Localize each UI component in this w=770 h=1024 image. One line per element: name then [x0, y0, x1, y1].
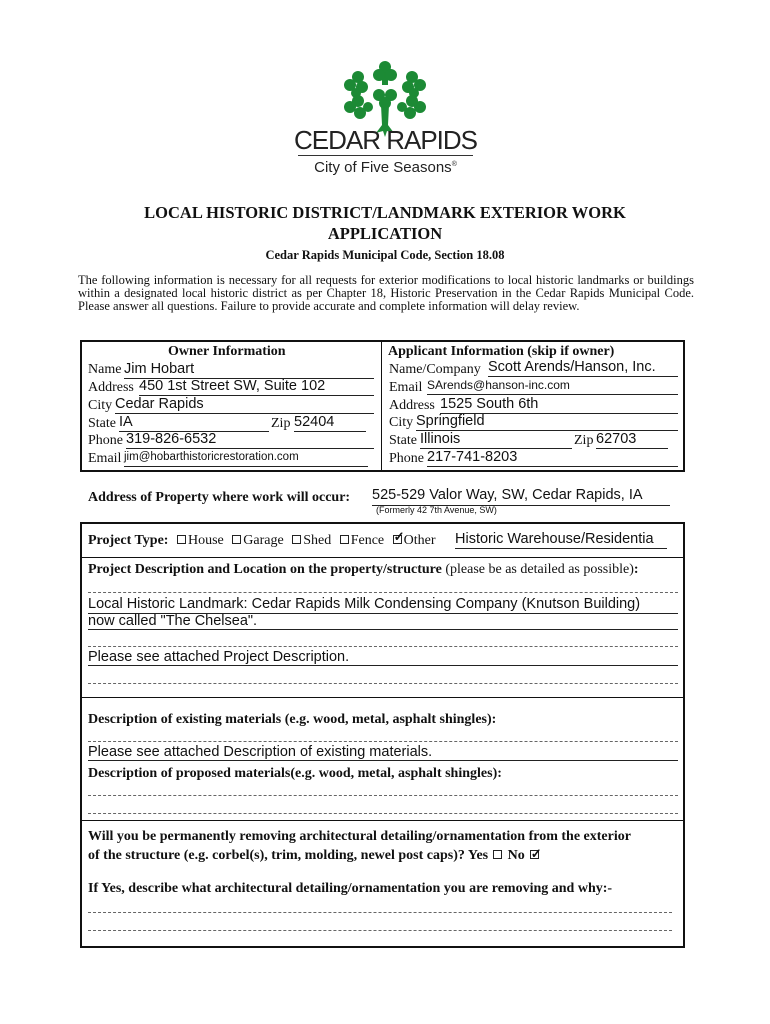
applicant-phone-field[interactable]: 217-741-8203 [427, 449, 678, 467]
other-label: Other [403, 533, 436, 548]
owner-name-field[interactable]: Jim Hobart [124, 361, 374, 379]
owner-city-field[interactable]: Cedar Rapids [115, 396, 374, 414]
owner-address-field[interactable]: 450 1st Street SW, Suite 102 [139, 378, 374, 396]
owner-heading: Owner Information [168, 344, 286, 359]
fence-checkbox[interactable] [340, 535, 349, 544]
owner-zip-field[interactable]: 52404 [294, 414, 366, 432]
owner-zip-label: Zip [271, 416, 291, 431]
city-logo [288, 55, 483, 185]
project-type-label: Project Type: [88, 533, 169, 548]
owner-city-label: City [88, 398, 113, 413]
owner-state-field[interactable]: IA [119, 414, 269, 432]
applicant-city-label: City [389, 415, 414, 430]
owner-state-label: State [88, 416, 116, 431]
removal-reason-line-2[interactable] [88, 930, 672, 931]
house-label: House [187, 533, 224, 548]
applicant-zip-field[interactable]: 62703 [596, 431, 668, 449]
form-subtitle: Cedar Rapids Municipal Code, Section 18.08 [265, 248, 505, 262]
applicant-email-field[interactable]: SArends@hanson-inc.com [427, 378, 678, 395]
proposed-materials-line-2[interactable] [88, 813, 678, 814]
applicant-name-label: Name/Company [389, 362, 481, 377]
form-title: LOCAL HISTORIC DISTRICT/LANDMARK EXTERIOR WORK APPLICATION [144, 203, 626, 243]
applicant-address-label: Address [389, 398, 435, 413]
removal-question: Will you be permanently removing architectural detailing/ornamentation from the exterior of the structure (e.g. corbel(s), trim, molding, newel post caps)? Yes No✓ [88, 827, 631, 865]
applicant-name-field[interactable]: Scott Arends/Hanson, Inc. [488, 359, 678, 377]
owner-email-label: Email [88, 451, 122, 466]
proposed-materials-label: Description of proposed materials(e.g. wood, metal, asphalt shingles): [88, 766, 502, 781]
property-address-field[interactable]: 525-529 Valor Way, SW, Cedar Rapids, IA [372, 487, 670, 506]
fence-label: Fence [350, 533, 385, 548]
project-desc-line-3[interactable]: Please see attached Project Description. [88, 649, 678, 666]
garage-label: Garage [243, 533, 284, 548]
other-checkbox[interactable] [393, 535, 402, 544]
applicant-heading: Applicant Information (skip if owner) [388, 344, 615, 359]
project-desc-label: Project Description and Location on the property/structure (please be as detailed as possible): [88, 562, 639, 577]
intro-paragraph: The following information is necessary for all requests for exterior modifications to local historic landmarks or buildings within a designated local historic district as per Chapter 18, Historic Preservation in the Cedar Rapids Municipal Code. Please answer all questions. Failure to provide accurate and complete information will delay review. [78, 273, 694, 314]
project-desc-line-1[interactable]: Local Historic Landmark: Cedar Rapids Milk Condensing Company (Knutson Building) [88, 596, 678, 614]
applicant-state-field[interactable]: Illinois [420, 431, 572, 449]
shed-label: Shed [303, 533, 332, 548]
applicant-state-label: State [389, 433, 417, 448]
yes-checkbox[interactable] [493, 850, 502, 859]
owner-email-field[interactable]: jim@hobarthistoricrestoration.com [124, 451, 368, 467]
applicant-address-field[interactable]: 1525 South 6th [440, 396, 678, 414]
tagline: City of Five Seasons® [314, 159, 457, 176]
no-checkbox[interactable] [530, 850, 539, 859]
owner-address-label: Address [88, 380, 134, 395]
garage-checkbox[interactable] [232, 535, 241, 544]
no-label: No [507, 848, 525, 863]
wordmark: CEDAR RAPIDS [293, 125, 478, 155]
owner-phone-label: Phone [88, 433, 123, 448]
project-type-row [88, 533, 436, 549]
other-type-field[interactable]: Historic Warehouse/Residentia [455, 531, 667, 549]
removal-reason-line-1[interactable] [88, 912, 672, 913]
applicant-city-field[interactable]: Springfield [416, 413, 678, 431]
owner-phone-field[interactable]: 319-826-6532 [126, 431, 374, 449]
proposed-materials-line-1[interactable] [88, 795, 678, 796]
yes-label: Yes [467, 848, 489, 863]
existing-materials-field[interactable]: Please see attached Description of existing materials. [88, 744, 678, 761]
shed-checkbox[interactable] [292, 535, 301, 544]
existing-materials-label: Description of existing materials (e.g. wood, metal, asphalt shingles): [88, 712, 497, 727]
property-address-label: Address of Property where work will occur: [88, 490, 351, 505]
owner-name-label: Name [88, 362, 122, 377]
applicant-phone-label: Phone [389, 451, 424, 466]
applicant-email-label: Email [389, 380, 423, 395]
removal-followup-label: If Yes, describe what architectural detailing/ornamentation you are removing and why:- [88, 881, 613, 896]
project-desc-line-2[interactable]: now called "The Chelsea". [88, 613, 678, 630]
applicant-zip-label: Zip [574, 433, 594, 448]
property-address-note: (Formerly 42 7th Avenue, SW) [376, 505, 497, 515]
house-checkbox[interactable] [177, 535, 186, 544]
